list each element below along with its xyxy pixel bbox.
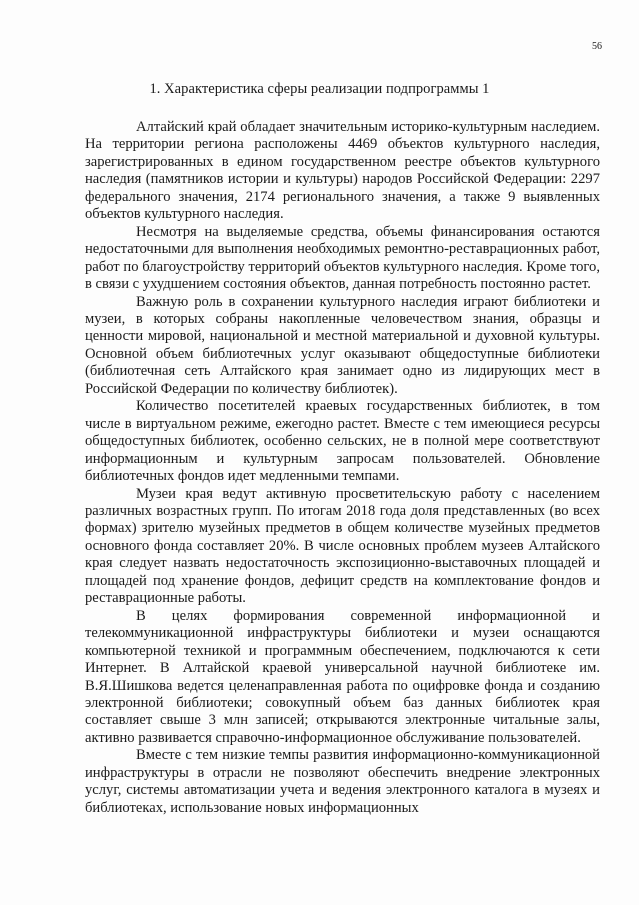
paragraph-funding: Несмотря на выделяемые средства, объемы финансирования остаются недостаточными для выполнения необходимых ремонтно-реставрационных работ, работ по благоустройству территорий объектов культурного наследия. Кроме того, в связи с ухудшением состояния объектов, данная потребность постоянно растет. — [85, 223, 600, 293]
paragraph-it-infrastructure: В целях формирования современной информационной и телекоммуникационной инфраструктуры библиотеки и музеи оснащаются компьютерной техникой и программным обеспечением, подключаются к сети Интернет. В Алтайской краевой универсальной научной библиотеке им. В.Я.Шишкова ведется целенаправленная работа по оцифровке фонда и созданию электронной библиотеки; совокупный объем баз данных библиотек края составляет свыше 3 млн записей; открываются электронные читальные залы, активно развивается справочно-информационное обслуживание пользователей. — [85, 607, 600, 746]
paragraph-low-development: Вместе с тем низкие темпы развития информационно-коммуникационной инфраструктуры в отрасли не позволяют обеспечить внедрение электронных услуг, системы автоматизации учета и ведения электронного каталога в музеях и библиотеках, использование новых информационных — [85, 747, 600, 816]
body-text — [85, 119, 600, 817]
paragraph-cultural-heritage: Алтайский край обладает значительным историко-культурным наследием. На территории региона расположены 4469 объектов культурного наследия, зарегистрированных в едином государственном реестре объектов культурного наследия (памятников истории и культуры) народов Российской Федерации: 2297 федерального значения, 2174 регионального значения, а также 9 выявленных объектов культурного наследия. — [85, 119, 600, 223]
page-number: 56 — [592, 41, 602, 52]
section-heading: 1. Характеристика сферы реализации подпрограммы 1 — [149, 81, 490, 97]
paragraph-libraries-museums: Важную роль в сохранении культурного наследия играют библиотеки и музеи, в которых собраны накопленные человечеством знания, образцы и ценности мировой, национальной и местной материальной и духовной культуры. Основной объем библиотечных услуг оказывают общедоступные библиотеки (библиотечная сеть Алтайского края занимает одно из лидирующих мест в Российской Федерации по количеству библиотек). — [85, 293, 600, 397]
paragraph-library-visitors: Количество посетителей краевых государственных библиотек, в том числе в виртуальном режиме, ежегодно растет. Вместе с тем имеющиеся ресурсы общедоступных библиотек, особенно сельских, не в полной мере соответствуют информационным и культурным запросам пользователей. Обновление библиотечных фондов идет медленными темпами. — [85, 398, 600, 485]
paragraph-museums-work: Музеи края ведут активную просветительскую работу с населением различных возрастных групп. По итогам 2018 года доля представленных (во всех формах) зрителю музейных предметов в общем количестве музейных предметов основного фонда составляет 20%. В числе основных проблем музеев Алтайского края следует назвать недостаточность экспозиционно-выставочных площадей и площадей под хранение фондов, дефицит средств на комплектование фондов и реставрационные работы. — [85, 485, 600, 607]
